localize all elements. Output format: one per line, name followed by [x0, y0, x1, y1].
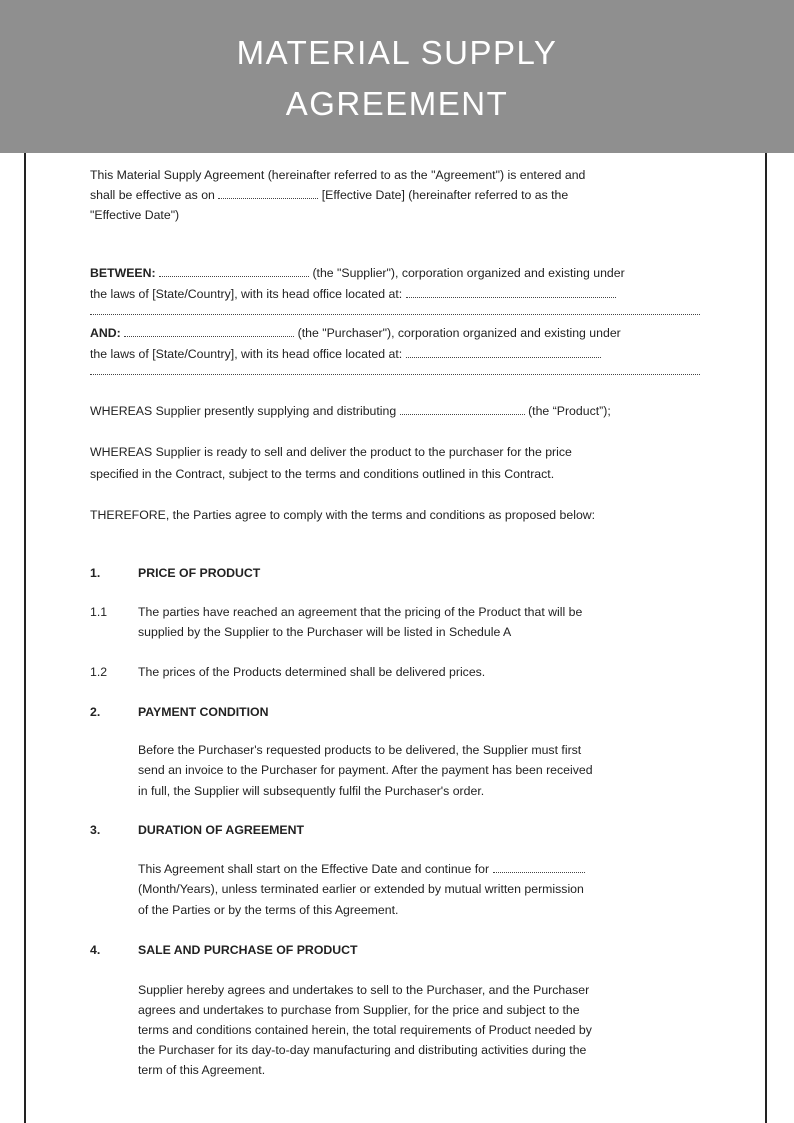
between-label: BETWEEN:	[90, 266, 156, 280]
purchaser-name-blank	[124, 325, 294, 337]
section-line: the Purchaser for its day-to-day manufacturing and distributing activities during the	[138, 1043, 587, 1057]
section-heading: DURATION OF AGREEMENT	[138, 823, 305, 837]
section-line: send an invoice to the Purchaser for payment. After the payment has been received	[138, 763, 593, 777]
section-line: agrees and undertakes to purchase from Supplier, for the price and subject to the	[138, 1003, 580, 1017]
supplier-name-blank	[159, 265, 309, 277]
and-line	[90, 346, 601, 362]
whereas-line: specified in the Contract, subject to the terms and conditions outlined in this Contract.	[90, 467, 555, 481]
page-border-right	[765, 153, 767, 1123]
section-text: This Agreement shall start on the Effective Date and continue for	[138, 862, 490, 876]
duration-blank	[493, 861, 585, 873]
section-heading: SALE AND PURCHASE OF PRODUCT	[138, 943, 358, 957]
purchaser-address-blank	[406, 346, 601, 358]
whereas-text: WHEREAS Supplier presently supplying and distributing	[90, 404, 397, 418]
intro-text: [Effective Date] (hereinafter referred to as the	[321, 188, 569, 202]
section-heading: PRICE OF PRODUCT	[138, 566, 261, 580]
and-label: AND:	[90, 326, 121, 340]
and-text: the laws of [State/Country], with its head office located at:	[90, 347, 403, 361]
section-line	[138, 861, 585, 877]
whereas-text: (the “Product”);	[528, 404, 611, 418]
intro-line	[90, 187, 568, 203]
clause-line: The prices of the Products determined shall be delivered prices.	[138, 665, 486, 679]
section-line: term of this Agreement.	[138, 1063, 266, 1077]
and-line	[90, 325, 621, 341]
section-heading: PAYMENT CONDITION	[138, 705, 269, 719]
whereas-line	[90, 403, 611, 419]
and-text: (the "Purchaser"), corporation organized and existing under	[297, 326, 621, 340]
intro-line: "Effective Date")	[90, 208, 180, 222]
section-line: Supplier hereby agrees and undertakes to sell to the Purchaser, and the Purchaser	[138, 983, 590, 997]
section-line: of the Parties or by the terms of this Agreement.	[138, 903, 399, 917]
section-number: 3.	[90, 823, 101, 837]
product-blank	[400, 403, 525, 415]
document-title-line2: AGREEMENT	[285, 85, 509, 122]
between-line	[90, 286, 616, 302]
between-text: (the "Supplier"), corporation organized and existing under	[312, 266, 625, 280]
title-banner	[0, 0, 794, 153]
clause-number: 1.2	[90, 665, 108, 679]
clause-number: 1.1	[90, 605, 108, 619]
section-line: (Month/Years), unless terminated earlier or extended by mutual written permission	[138, 882, 584, 896]
whereas-line: WHEREAS Supplier is ready to sell and deliver the product to the purchaser for the price	[90, 445, 572, 459]
purchaser-address-blank-line	[90, 374, 700, 375]
intro-line: This Material Supply Agreement (hereinafter referred to as the "Agreement") is entered and	[90, 168, 586, 182]
clause-line: The parties have reached an agreement that the pricing of the Product that will be	[138, 605, 583, 619]
effective-date-blank	[218, 187, 318, 199]
supplier-address-blank-line	[90, 314, 700, 315]
between-text: the laws of [State/Country], with its head office located at:	[90, 287, 403, 301]
section-line: terms and conditions contained herein, the total requirements of Product needed by	[138, 1023, 592, 1037]
section-number: 4.	[90, 943, 101, 957]
section-number: 1.	[90, 566, 101, 580]
document-title-line1: MATERIAL SUPPLY	[236, 34, 558, 71]
section-line: in full, the Supplier will subsequently fulfil the Purchaser's order.	[138, 784, 485, 798]
supplier-address-blank	[406, 286, 616, 298]
section-line: Before the Purchaser's requested products to be delivered, the Supplier must first	[138, 743, 582, 757]
therefore-line: THEREFORE, the Parties agree to comply with the terms and conditions as proposed below:	[90, 508, 596, 522]
section-number: 2.	[90, 705, 101, 719]
between-line	[90, 265, 625, 281]
clause-line: supplied by the Supplier to the Purchaser will be listed in Schedule A	[138, 625, 512, 639]
page-border-left	[24, 153, 26, 1123]
intro-text: shall be effective as on	[90, 188, 215, 202]
